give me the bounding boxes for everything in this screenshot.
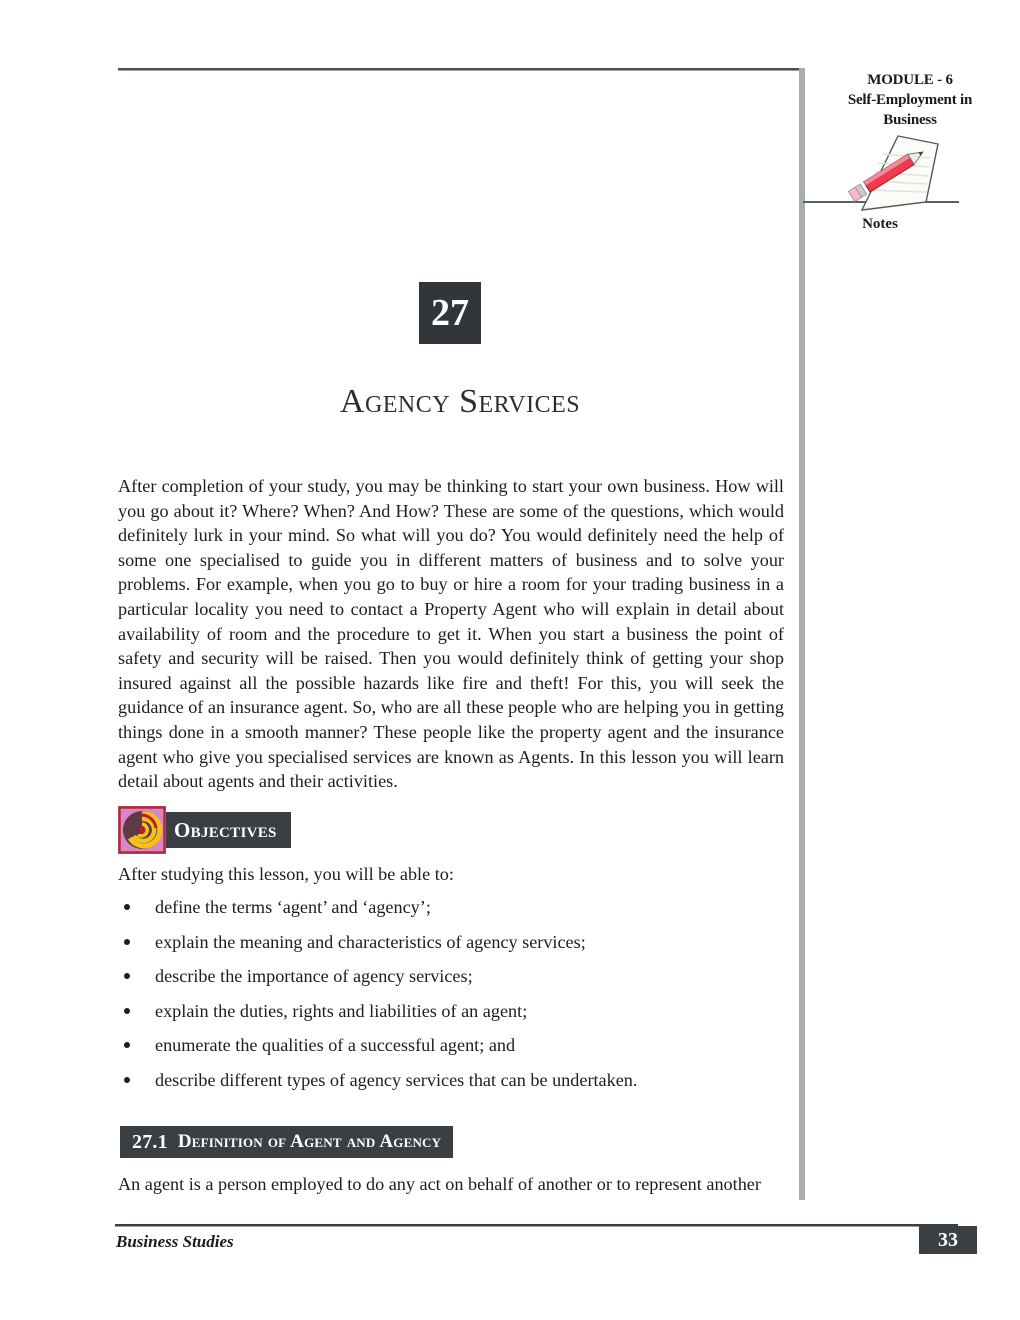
bullet-icon (124, 973, 130, 979)
list-item-text: enumerate the qualities of a successful agent; and (155, 1035, 516, 1055)
objectives-target-icon (118, 806, 166, 854)
list-item (118, 895, 798, 919)
chapter-number-box: 27 (419, 282, 481, 344)
notepad-pencil-icon (838, 132, 950, 220)
notes-label: Notes (862, 216, 898, 232)
list-item (118, 964, 798, 988)
list-item (118, 1033, 798, 1057)
objectives-list (118, 895, 798, 1102)
bullet-icon (124, 1077, 130, 1083)
intro-paragraph: After completion of your study, you may be thinking to start your own business. How will you go about it? Where? When? And How? These are some of the questions, which would definitely lurk in your mind. So what will you do? You would definitely need the help of some one specialised to guide you in different matters of business and to solve your problems. For example, when you go to buy or hire a room for your trading business in a particular locality you need to contact a Property Agent who will explain in detail about availability of room and the procedure to get it. When you start a business the point of safety and security will be raised. Then you would definitely think of getting your shop insured against all the possible hazards like fire and theft! For this, you will seek the guidance of an insurance agent. So, who are all these people who are helping you in getting things done in a smooth manner? These people like the property agent and the insurance agent who give you specialised services are known as Agents. In this lesson you will learn detail about agents and their activities. (118, 476, 784, 792)
page-side-rule (799, 68, 805, 1200)
section-heading (120, 1126, 453, 1158)
module-line-3: Business (883, 112, 937, 128)
section-paragraph-block (118, 1172, 784, 1197)
page-title: Agency Services (339, 383, 581, 420)
bullet-icon (124, 939, 130, 945)
bullet-icon (124, 904, 130, 910)
module-header (800, 70, 1020, 130)
objectives-heading (118, 806, 291, 854)
bullet-icon (124, 1042, 130, 1048)
bullet-icon (124, 1008, 130, 1014)
list-item (118, 930, 798, 954)
page-top-rule (118, 68, 802, 71)
section-paragraph: An agent is a person employed to do any act on behalf of another or to represent another (118, 1174, 761, 1194)
list-item (118, 1068, 798, 1092)
module-line-2: Self-Employment in (847, 92, 973, 108)
section-title: Definition of Agent and Agency (177, 1131, 442, 1152)
list-item-text: describe the importance of agency services; (155, 966, 473, 986)
page-number-badge: 33 (919, 1226, 977, 1254)
objectives-lead-block (118, 862, 784, 887)
list-item-text: describe different types of agency services that can be undertaken. (155, 1069, 638, 1090)
footer-book-title: Business Studies (116, 1232, 234, 1251)
list-item-text: explain the duties, rights and liabilities of an agent; (155, 1000, 528, 1021)
list-item (118, 999, 798, 1023)
list-item-text: define the terms ‘agent’ and ‘agency’; (155, 897, 431, 917)
section-number: 27.1 (132, 1130, 168, 1153)
list-item-text: explain the meaning and characteristics of agency services; (155, 931, 586, 952)
objectives-label: Objectives (166, 812, 291, 848)
module-line-1: MODULE - 6 (867, 72, 953, 88)
intro-paragraph-block (118, 474, 784, 794)
footer-rule (115, 1224, 958, 1227)
objectives-lead: After studying this lesson, you will be able to: (118, 864, 454, 884)
